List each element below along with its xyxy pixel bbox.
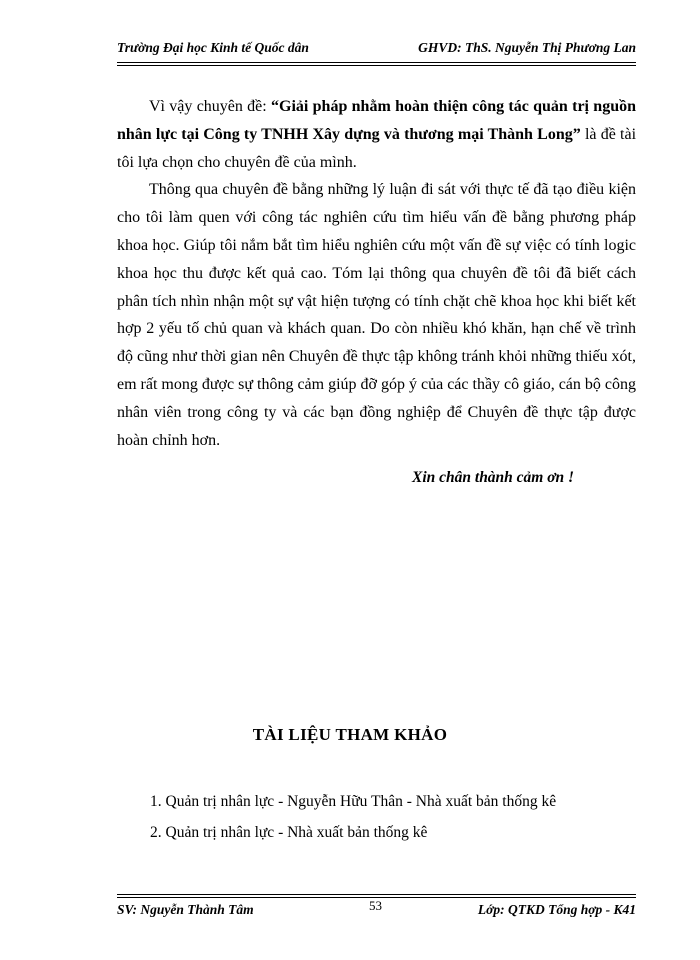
header-advisor: GHVD: ThS. Nguyễn Thị Phương Lan (418, 40, 636, 55)
paragraph-conclusion: Thông qua chuyên đề bằng những lý luận đi sát với thực tế đã tạo điều kiện cho tôi làm quen với công tác nghiên cứu tìm hiểu vấn đề bằng phương pháp khoa học. Giúp tôi nắm bắt tìm hiểu nghiên cứu một vấn đề sự việc có tính logic khoa học thu được kết quả cao. Tóm lại thông qua chuyên đề tôi đã biết cách phân tích nhìn nhận một sự vật hiện tượng có tính chặt chẽ khoa học khi biết kết hợp 2 yếu tố chủ quan và khách quan. Do còn nhiều khó khăn, hạn chế về trình độ cũng như thời gian nên Chuyên đề thực tập không tránh khỏi những thiếu xót, em rất mong được sự thông cảm giúp đỡ góp ý của các thầy cô giáo, cán bộ công nhân viên trong công ty và các bạn đồng nghiệp để Chuyên đề thực tập được hoàn chỉnh hơn. (117, 181, 637, 449)
reference-item: 1. Quản trị nhân lực - Nguyễn Hữu Thân - Nhà xuất bản thống kê (150, 793, 557, 810)
page-number: 53 (369, 898, 382, 913)
paragraph-topic (117, 93, 636, 176)
footer-student: SV: Nguyễn Thành Tâm (117, 902, 254, 917)
footer-class: Lớp: QTKD Tổng hợp - K41 (477, 902, 636, 917)
references-title: TÀI LIỆU THAM KHẢO (252, 725, 448, 744)
thanks-line: Xin chân thành cảm ơn ! (412, 469, 575, 486)
topic-title: “Giải pháp nhằm hoàn thiện công tác quản trị nguồn nhân lực tại Công ty TNHH Xây dựng và thương mại Thành Long” (117, 98, 636, 143)
header-school: Trường Đại học Kinh tế Quốc dân (117, 40, 309, 55)
topic-intro: Vì vậy chuyên đề: (149, 98, 272, 115)
header-rule (117, 62, 636, 66)
topic-outro: là đề tài tôi lựa chọn cho chuyên đề của mình. (117, 125, 637, 171)
page-footer (117, 898, 636, 920)
references-list (150, 786, 556, 848)
body-text (117, 93, 636, 454)
reference-item: 2. Quản trị nhân lực - Nhà xuất bản thống kê (150, 824, 428, 841)
page-header (117, 40, 636, 58)
